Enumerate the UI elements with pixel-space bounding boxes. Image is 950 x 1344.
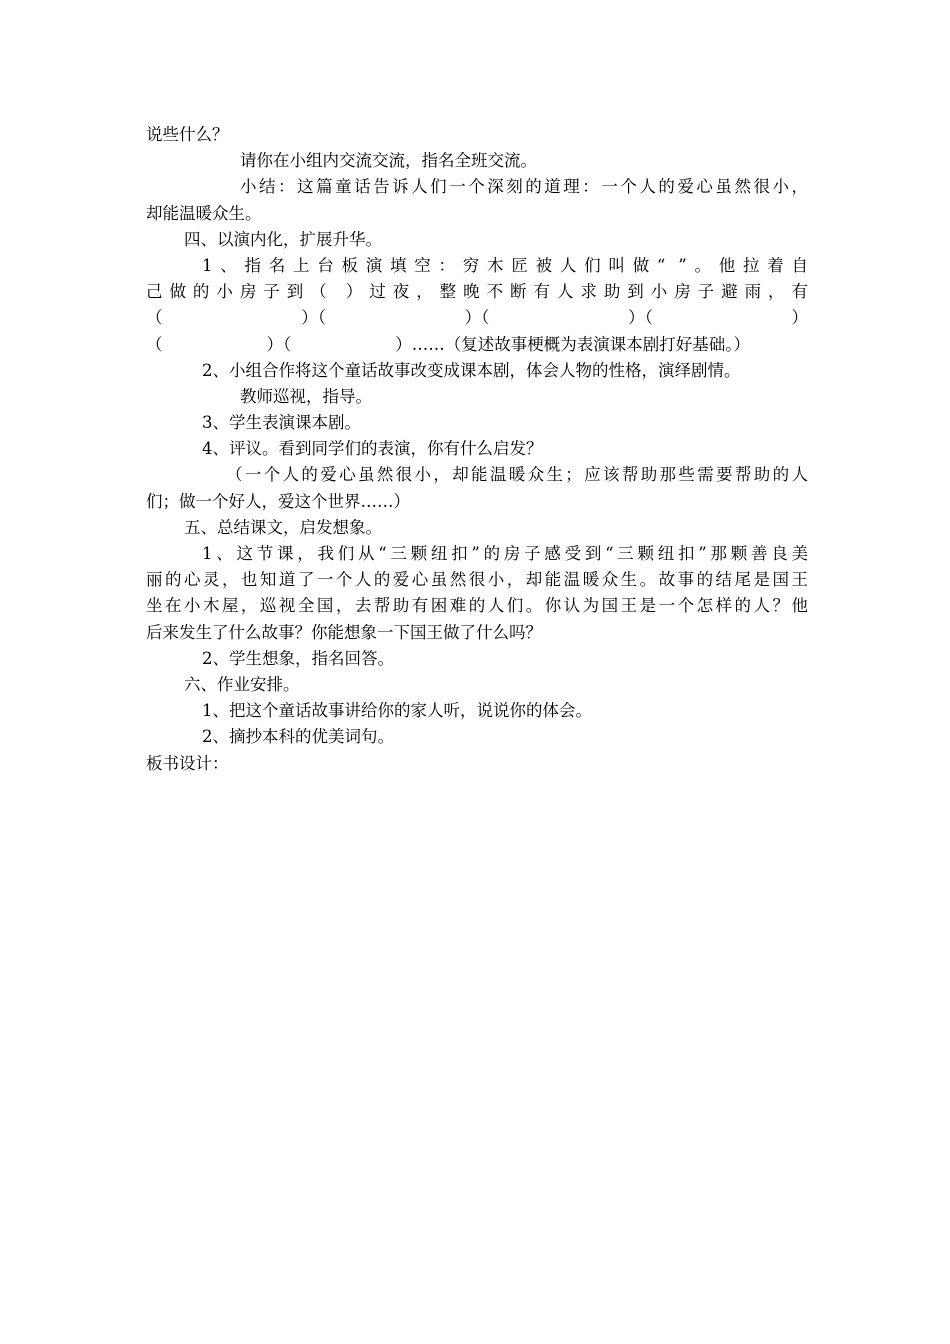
text-line: 们；做一个好人，爱这个世界……）: [146, 491, 410, 511]
blank-part: ）（: [266, 334, 292, 354]
text-line: 坐在小木屋，巡视全国，去帮助有困难的人们。你认为国王是一个怎样的人？他: [146, 596, 808, 616]
blank-part: ）: [791, 308, 808, 328]
text-line: 说些什么？: [146, 125, 229, 144]
text-line: 2、小组合作将这个童话故事改变成课本剧，体会人物的性格，演绎剧情。: [202, 360, 741, 380]
text-line: 3、学生表演课本剧。: [202, 413, 361, 433]
blank-part: （: [146, 308, 163, 328]
section-heading: 四、以演内化，扩展升华。: [184, 229, 382, 249]
text-line: 1、指名上台板演填空：穷木匠被人们叫做“ ”。他拉着自: [202, 255, 808, 275]
blank-part: （: [146, 334, 163, 354]
text-line: 2、学生想象，指名回答。: [202, 648, 394, 668]
text-line: 己做的小房子到（ ）过夜，整晚不断有人求助到小房子避雨，有: [146, 282, 808, 302]
text-line: 请你在小组内交流交流，指名全班交流。: [240, 151, 537, 171]
blank-part: ）（: [464, 308, 490, 328]
text-line: 板书设计：: [146, 753, 229, 773]
section-heading: 六、作业安排。: [184, 674, 300, 694]
text-line: 教师巡视，指导。: [240, 386, 372, 406]
blank-part: ）……（复述故事梗概为表演课本剧打好基础。）: [395, 334, 750, 354]
document-page: [146, 122, 808, 777]
text-line: 后来发生了什么故事？你能想象一下国王做了什么吗？: [146, 622, 542, 642]
text-line: 4、评议。看到同学们的表演，你有什么启发？: [202, 439, 543, 459]
text-line: 小结：这篇童话告诉人们一个深刻的道理：一个人的爱心虽然很小，: [240, 177, 808, 197]
text-line: 却能温暖众生。: [146, 203, 262, 223]
text-line: 2、摘抄本科的优美词句。: [202, 727, 394, 747]
text-line: 1、这节课，我们从“三颗纽扣”的房子感受到“三颗纽扣”那颗善良美: [202, 544, 808, 563]
text-line: 丽的心灵，也知道了一个人的爱心虽然很小，却能温暖众生。故事的结尾是国王: [146, 570, 808, 590]
text-line: 1、把这个童话故事讲给你的家人听，说说你的体会。: [202, 701, 592, 721]
blank-row: [146, 332, 808, 358]
section-heading: 五、总结课文，启发想象。: [184, 517, 382, 537]
blank-part: ）（: [301, 308, 326, 328]
text-line: （一个人的爱心虽然很小，却能温暖众生；应该帮助那些需要帮助的人: [226, 465, 808, 485]
blank-row: [146, 305, 808, 331]
blank-part: ）（: [628, 308, 653, 328]
